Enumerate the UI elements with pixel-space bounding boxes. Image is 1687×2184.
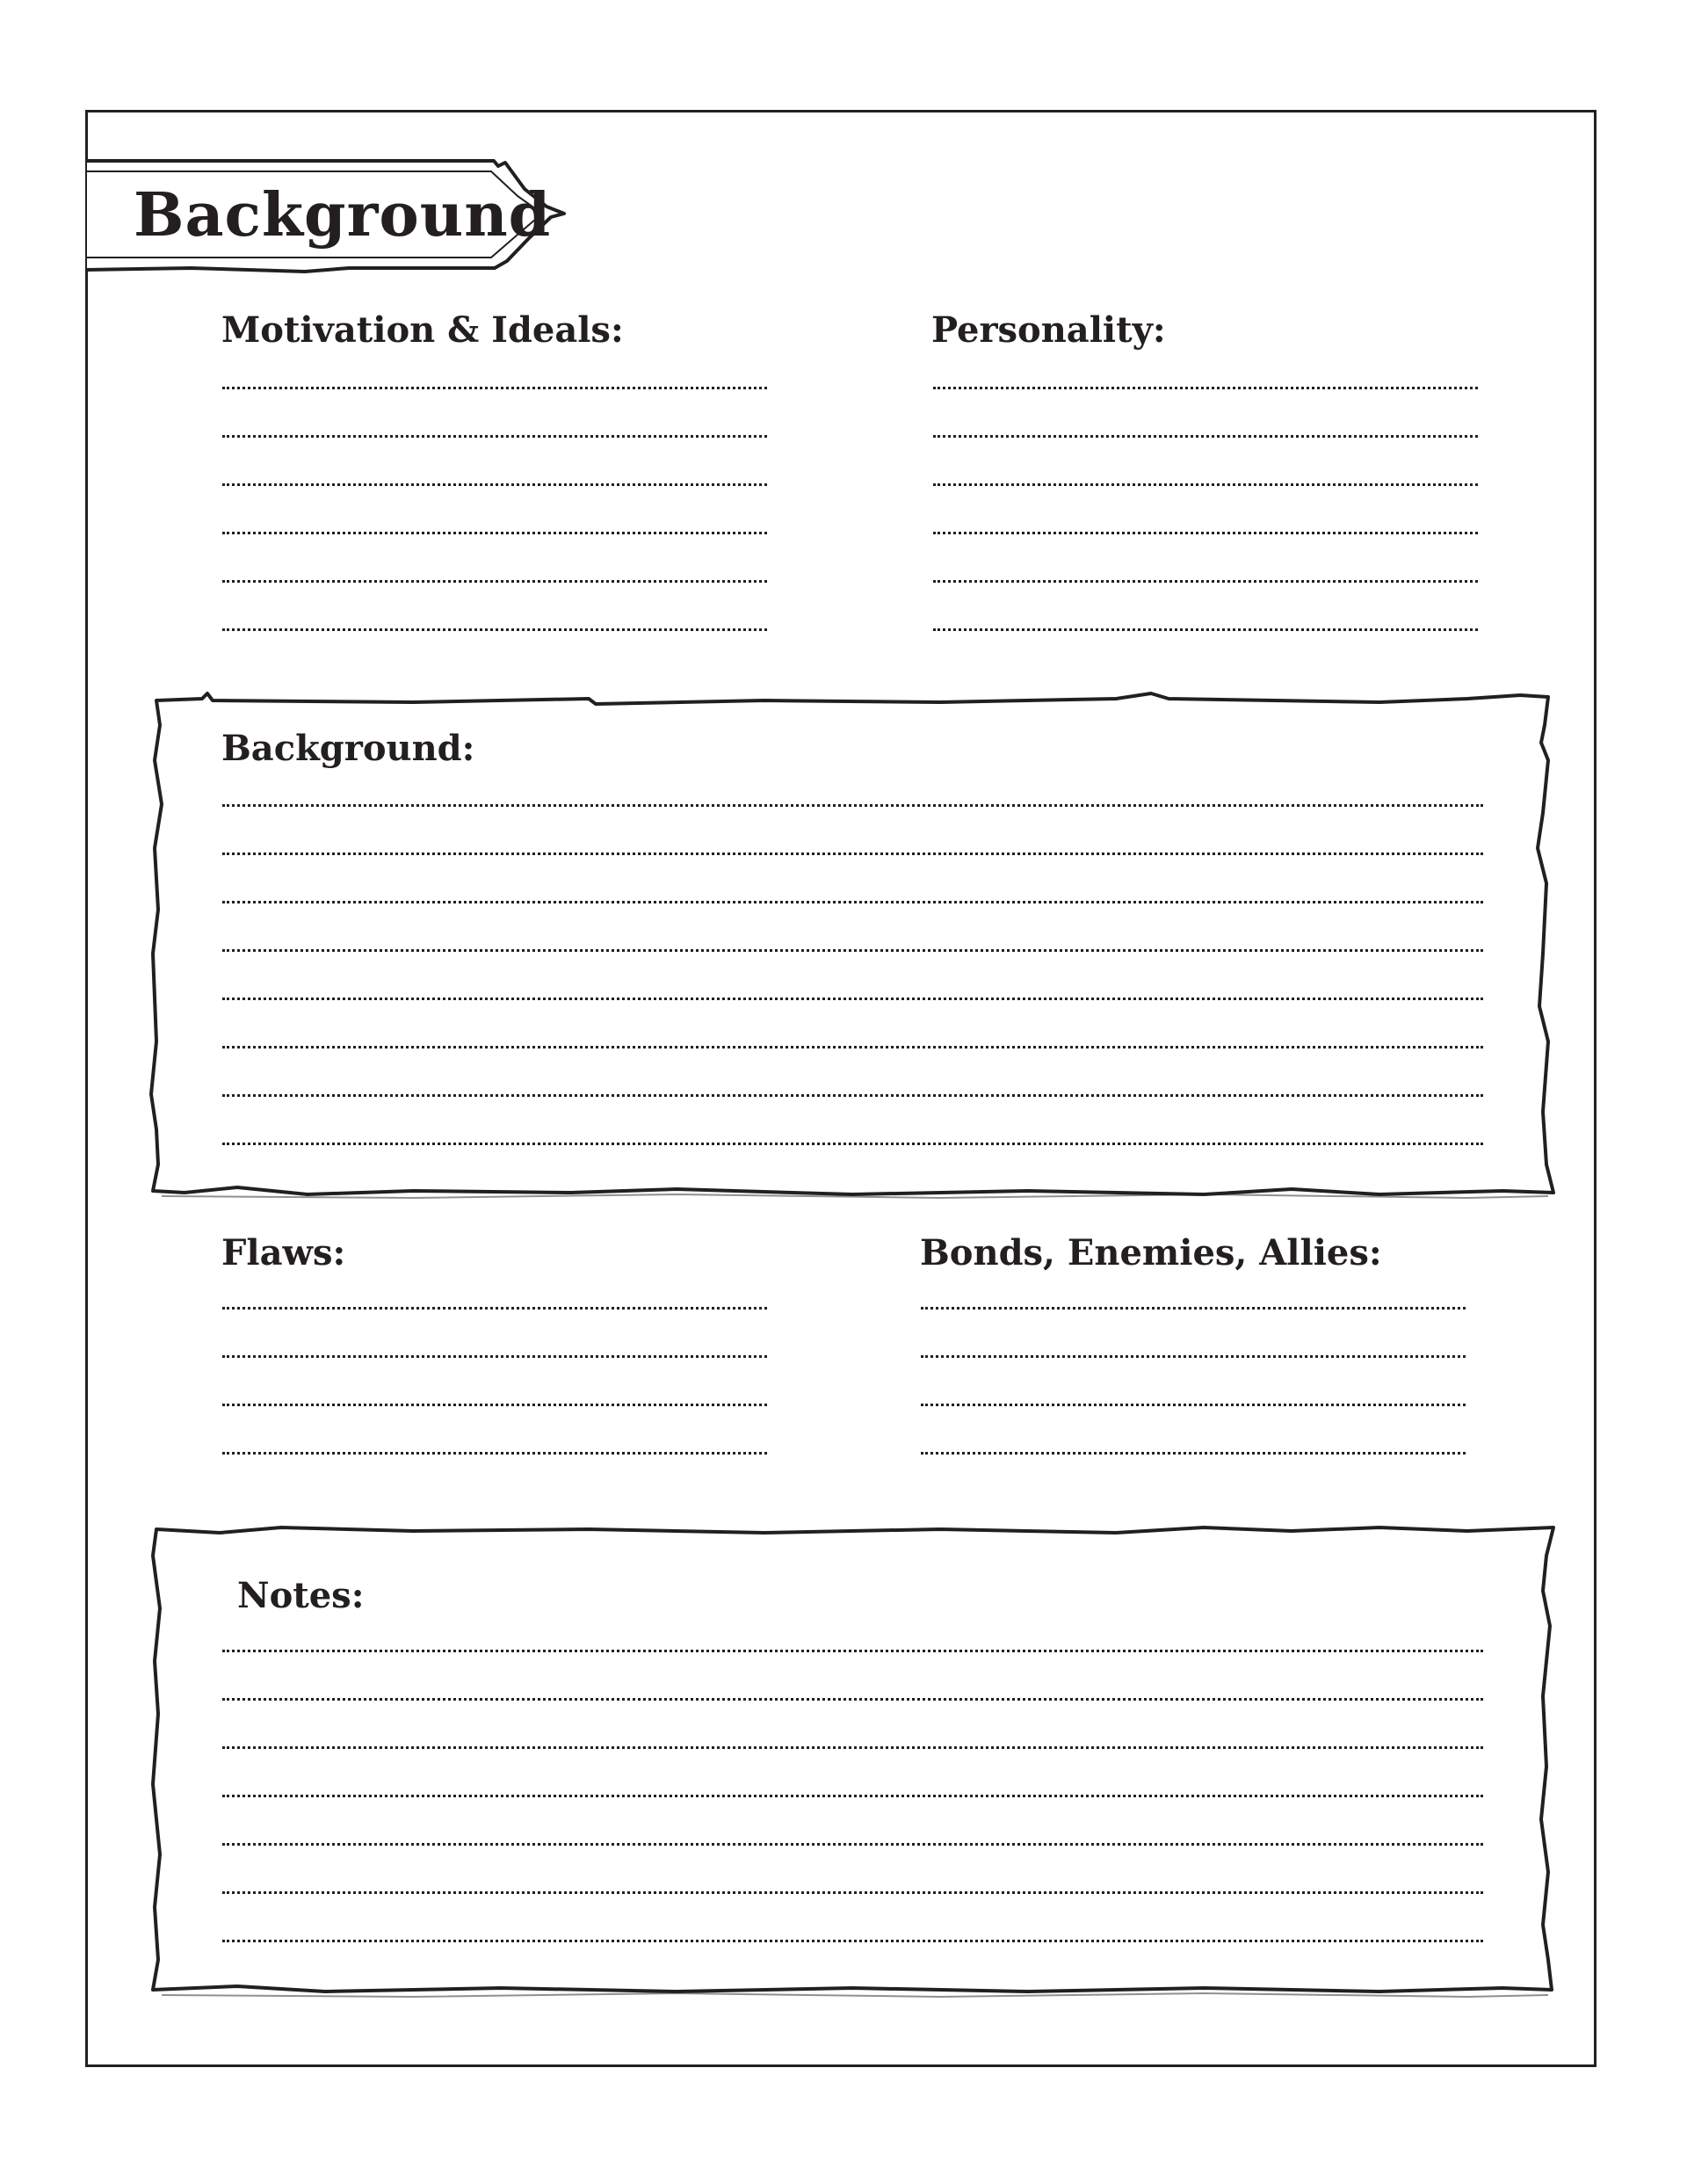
bonds-label: Bonds, Enemies, Allies: <box>920 1232 1382 1273</box>
write-line[interactable] <box>222 628 767 631</box>
write-line[interactable] <box>933 435 1478 438</box>
write-line[interactable] <box>933 628 1478 631</box>
write-line[interactable] <box>921 1307 1466 1310</box>
write-line[interactable] <box>222 435 767 438</box>
write-line[interactable] <box>921 1355 1466 1358</box>
write-line[interactable] <box>933 580 1478 583</box>
write-line[interactable] <box>222 1046 1483 1048</box>
write-line[interactable] <box>222 1307 767 1310</box>
write-line[interactable] <box>933 387 1478 389</box>
write-line[interactable] <box>222 998 1483 1000</box>
write-line[interactable] <box>222 1355 767 1358</box>
background-label: Background: <box>221 728 475 769</box>
write-line[interactable] <box>222 1452 767 1455</box>
write-line[interactable] <box>933 483 1478 486</box>
write-line[interactable] <box>921 1404 1466 1406</box>
write-line[interactable] <box>222 1698 1483 1701</box>
motivation-label: Motivation & Ideals: <box>221 309 624 351</box>
write-line[interactable] <box>222 1795 1483 1797</box>
notes-label: Notes: <box>237 1575 365 1616</box>
write-line[interactable] <box>921 1452 1466 1455</box>
write-line[interactable] <box>222 532 767 534</box>
write-line[interactable] <box>933 532 1478 534</box>
personality-label: Personality: <box>931 309 1166 351</box>
write-line[interactable] <box>222 1650 1483 1652</box>
write-line[interactable] <box>222 1143 1483 1145</box>
write-line[interactable] <box>222 853 1483 855</box>
write-line[interactable] <box>222 483 767 486</box>
write-line[interactable] <box>222 949 1483 952</box>
page-title: Background <box>134 180 552 250</box>
write-line[interactable] <box>222 580 767 583</box>
flaws-label: Flaws: <box>221 1232 346 1273</box>
write-line[interactable] <box>222 1843 1483 1846</box>
write-line[interactable] <box>222 1094 1483 1097</box>
write-line[interactable] <box>222 1746 1483 1749</box>
write-line[interactable] <box>222 387 767 389</box>
write-line[interactable] <box>222 804 1483 807</box>
write-line[interactable] <box>222 901 1483 903</box>
write-line[interactable] <box>222 1404 767 1406</box>
write-line[interactable] <box>222 1891 1483 1894</box>
write-line[interactable] <box>222 1940 1483 1942</box>
